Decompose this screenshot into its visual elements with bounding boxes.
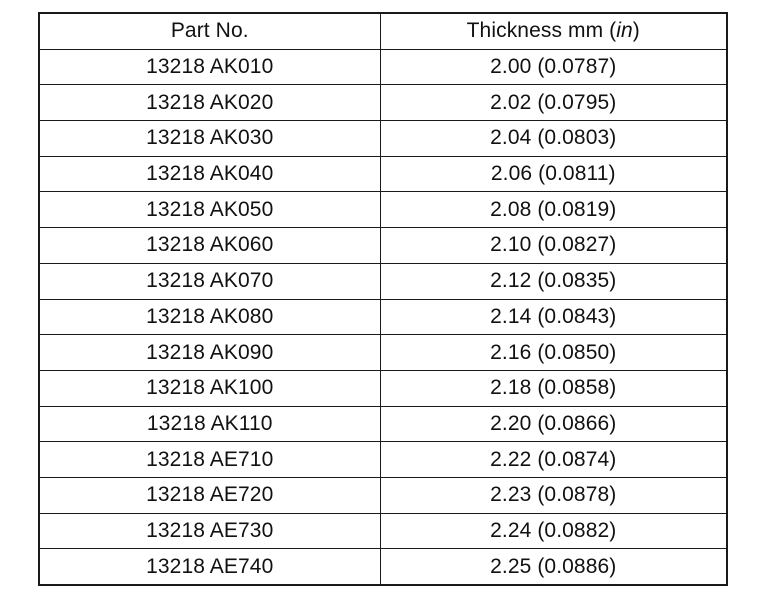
thickness-cell: 2.23 (0.0878) [380,477,727,513]
part-number-cell: 13218 AK050 [39,192,380,228]
table-row [39,299,727,335]
thickness-cell: 2.12 (0.0835) [380,263,727,299]
thickness-cell: 2.10 (0.0827) [380,228,727,264]
header-thickness-close: ) [632,19,640,43]
table-row [39,335,727,371]
thickness-cell: 2.22 (0.0874) [380,442,727,478]
table-row [39,192,727,228]
thickness-cell: 2.08 (0.0819) [380,192,727,228]
table-row [39,370,727,406]
thickness-cell: 2.18 (0.0858) [380,370,727,406]
part-number-cell: 13218 AK110 [39,406,380,442]
part-number-cell: 13218 AK040 [39,156,380,192]
part-number-cell: 13218 AK100 [39,370,380,406]
parts-thickness-table [38,12,728,586]
thickness-cell: 2.00 (0.0787) [380,49,727,85]
header-thickness-unit: in [616,19,633,43]
table-row [39,263,727,299]
header-part-no: Part No. [39,13,380,49]
thickness-cell: 2.16 (0.0850) [380,335,727,371]
table-row [39,228,727,264]
part-number-cell: 13218 AE730 [39,513,380,549]
thickness-cell: 2.02 (0.0795) [380,85,727,121]
thickness-cell: 2.14 (0.0843) [380,299,727,335]
part-number-cell: 13218 AK080 [39,299,380,335]
part-number-cell: 13218 AK020 [39,85,380,121]
header-thickness-label: Thickness mm ( [466,19,617,43]
part-number-cell: 13218 AK030 [39,121,380,157]
table-header-row [39,13,727,49]
part-number-cell: 13218 AE710 [39,442,380,478]
parts-thickness-document [38,12,726,584]
part-number-cell: 13218 AK070 [39,263,380,299]
thickness-cell: 2.04 (0.0803) [380,121,727,157]
part-number-cell: 13218 AE720 [39,477,380,513]
part-number-cell: 13218 AK060 [39,228,380,264]
table-row [39,477,727,513]
part-number-cell: 13218 AK010 [39,49,380,85]
thickness-cell: 2.25 (0.0886) [380,549,727,585]
table-row [39,85,727,121]
table-row [39,549,727,585]
table-row [39,156,727,192]
table-row [39,406,727,442]
thickness-cell: 2.06 (0.0811) [380,156,727,192]
table-row [39,442,727,478]
table-row [39,49,727,85]
table-row [39,121,727,157]
part-number-cell: 13218 AE740 [39,549,380,585]
thickness-cell: 2.24 (0.0882) [380,513,727,549]
part-number-cell: 13218 AK090 [39,335,380,371]
thickness-cell: 2.20 (0.0866) [380,406,727,442]
table-row [39,513,727,549]
header-thickness [380,13,727,49]
